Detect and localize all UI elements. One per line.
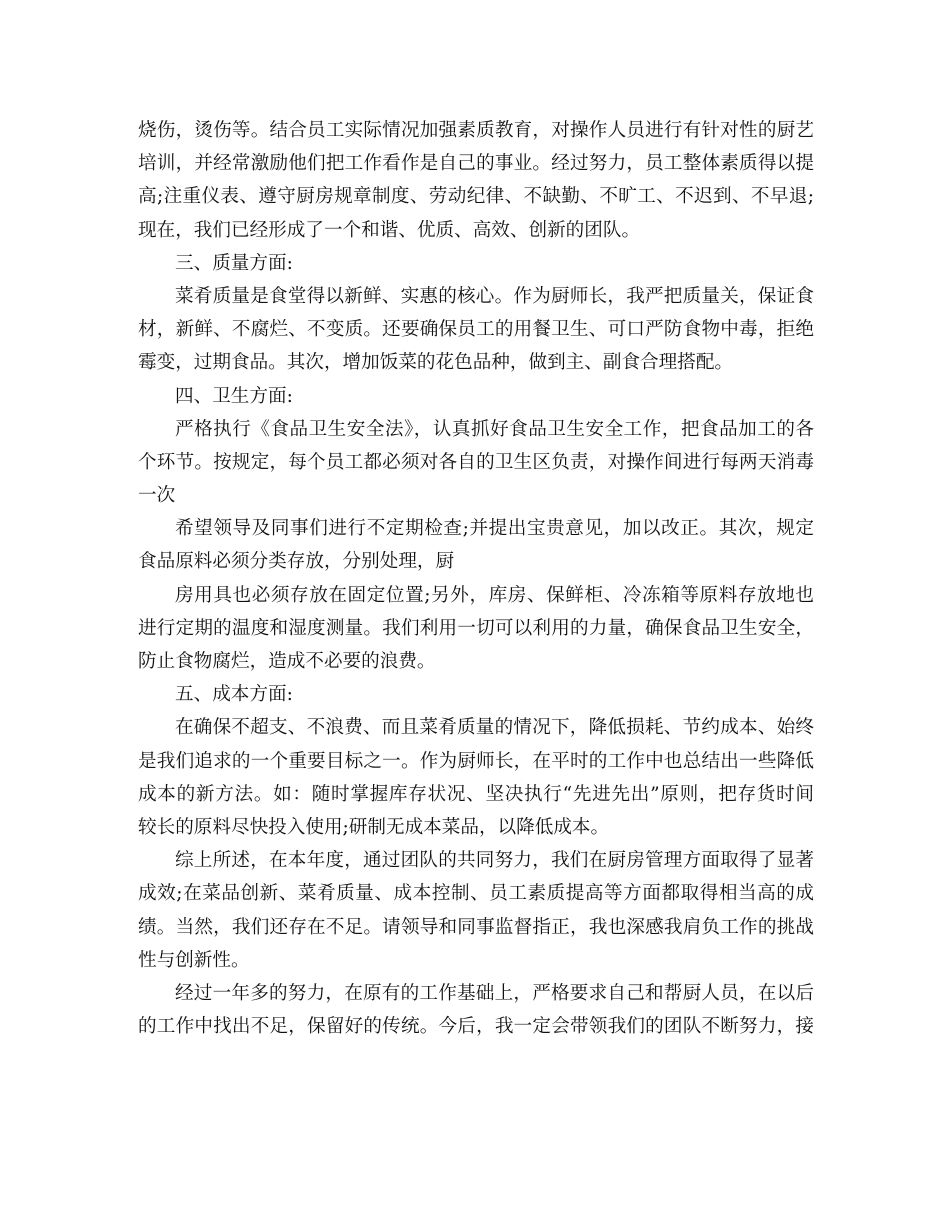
text-line: 综上所述，在本年度，通过团队的共同努力，我们在厨房管理方面取得了显著 xyxy=(175,850,814,872)
text-line: 现在，我们已经形成了一个和谐、优质、高效、创新的团队。 xyxy=(138,219,641,241)
text-line: 一次 xyxy=(138,485,176,507)
section-heading-cost: 五、成本方面: xyxy=(175,684,293,706)
text-line: 材，新鲜、不腐烂、不变质。还要确保员工的用餐卫生、可口严防食物中毒，拒绝 xyxy=(138,319,814,341)
text-line: 是我们追求的一个重要目标之一。作为厨师长，在平时的工作中也总结出一些降低 xyxy=(138,750,814,772)
text-line: 菜肴质量是食堂得以新鲜、实惠的核心。作为厨师长，我严把质量关，保证食 xyxy=(175,285,814,307)
text-line: 成效;在菜品创新、菜肴质量、成本控制、员工素质提高等方面都取得相当高的成 xyxy=(138,883,814,905)
text-line: 房用具也必须存放在固定位置;另外，库房、保鲜柜、冷冻箱等原料存放地也 xyxy=(175,584,814,606)
text-line: 烧伤，烫伤等。结合员工实际情况加强素质教育，对操作人员进行有针对性的厨艺 xyxy=(138,120,814,141)
text-line: 个环节。按规定，每个员工都必须对各自的卫生区负责，对操作间进行每两天消毒 xyxy=(138,451,814,473)
text-line: 的工作中找出不足，保留好的传统。今后，我一定会带领我们的团队不断努力，接 xyxy=(138,1016,814,1038)
text-line: 培训，并经常激励他们把工作看作是自己的事业。经过努力，员工整体素质得以提 xyxy=(138,153,814,175)
text-line: 性与创新性。 xyxy=(138,949,250,971)
text-line: 成本的新方法。如：随时掌握库存状况、坚决执行“先进先出”原则，把存货时间 xyxy=(138,783,814,805)
text-line: 防止食物腐烂，造成不必要的浪费。 xyxy=(138,651,436,672)
text-line: 在确保不超支、不浪费、而且菜肴质量的情况下，降低损耗、节约成本、始终 xyxy=(175,717,814,739)
text-line: 严格执行《食品卫生安全法》，认真抓好食品卫生安全工作，把食品加工的各 xyxy=(175,418,814,440)
text-line: 绩。当然，我们还存在不足。请领导和同事监督指正，我也深感我肩负工作的挑战 xyxy=(138,916,814,938)
document-body xyxy=(138,114,814,1043)
text-line: 较长的原料尽快投入使用;研制无成本菜品，以降低成本。 xyxy=(138,816,610,838)
text-line: 经过一年多的努力，在原有的工作基础上，严格要求自己和帮厨人员，在以后 xyxy=(175,982,814,1004)
text-line: 霉变，过期食品。其次，增加饭菜的花色品种，做到主、副食合理搭配。 xyxy=(138,352,734,374)
text-line: 希望领导及同事们进行不定期检查;并提出宝贵意见，加以改正。其次，规定 xyxy=(175,518,814,540)
text-line: 进行定期的温度和湿度测量。我们利用一切可以利用的力量，确保食品卫生安全， xyxy=(138,617,814,639)
section-heading-quality: 三、质量方面: xyxy=(175,252,293,274)
text-line: 食品原料必须分类存放，分别处理，厨 xyxy=(138,551,455,573)
section-heading-hygiene: 四、卫生方面: xyxy=(175,385,293,407)
text-line: 高;注重仪表、遵守厨房规章制度、劳动纪律、不缺勤、不旷工、不迟到、不早退; xyxy=(138,186,814,208)
